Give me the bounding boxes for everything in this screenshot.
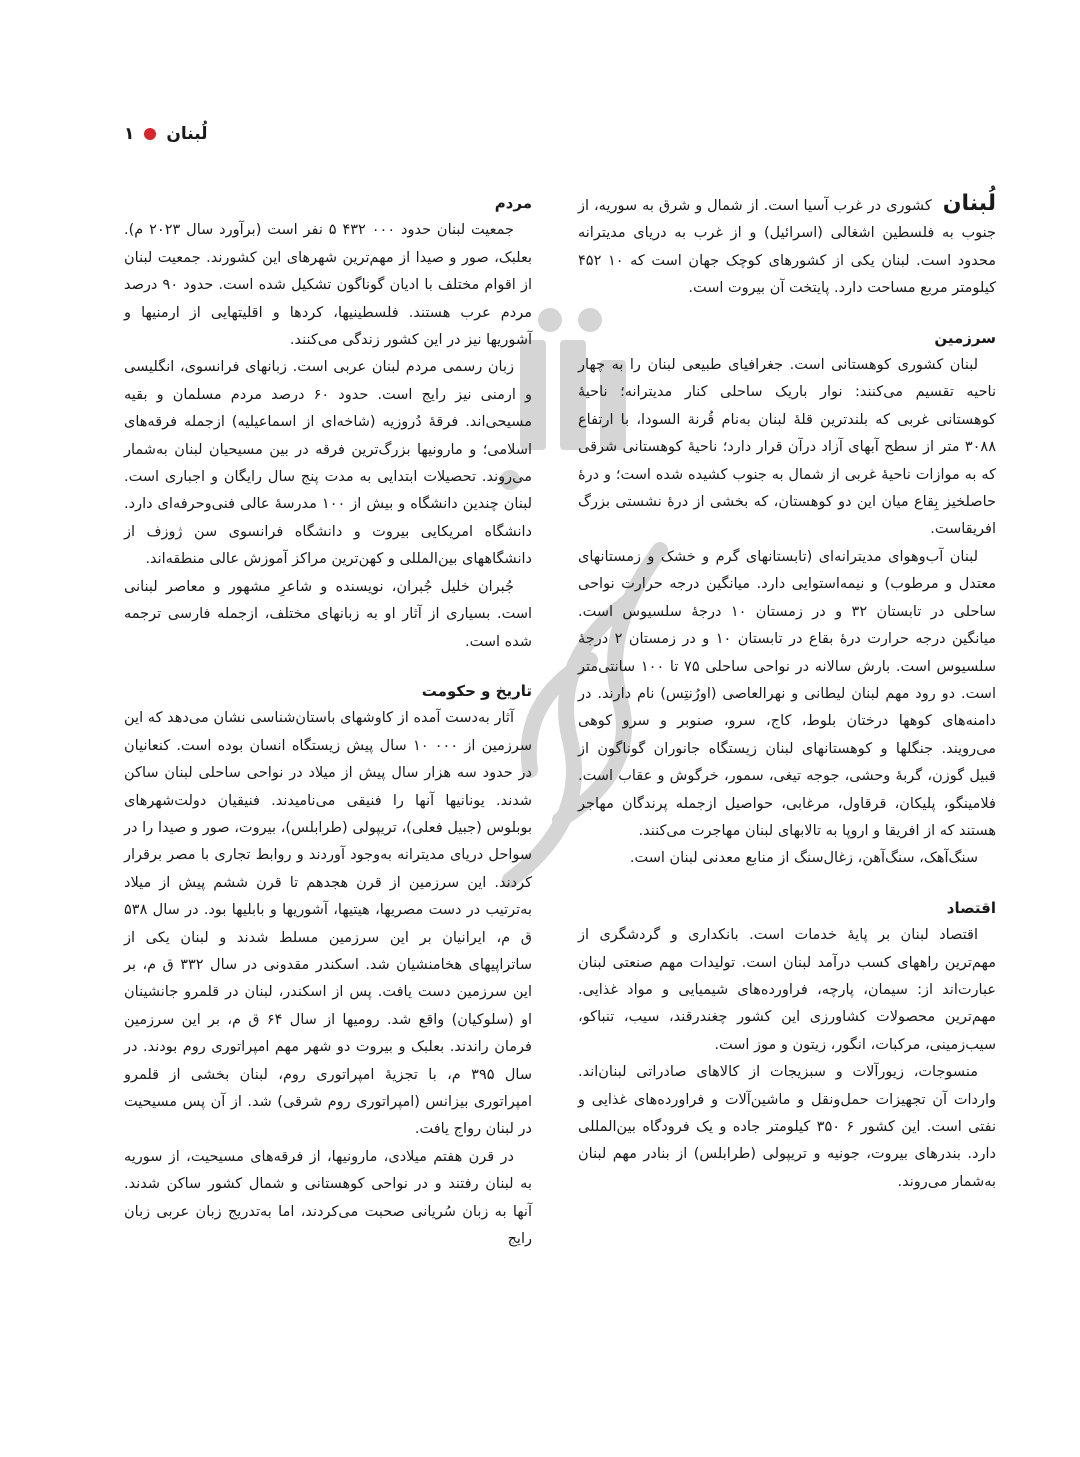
economy-paragraph-2: منسوجات، زیورآلات و سبزیجات از کالاهای صادراتی لبنان‌اند. واردات آن تجهیزات حمل‌ونقل و ماشین‌آلات و فراورده‌های غذایی و نفتی است. این کشور ۶ ۳۵۰ کیلومتر جاده و یک فرودگاه بین‌المللی دارد. بندرهای بیروت، جونیه و تریپولی (طرابلس) از بنادر مهم لبنان به‌شمار می‌روند.	[578, 1064, 996, 1190]
header-title: لُبنان	[166, 124, 208, 144]
people-paragraph-2: زبان رسمی مردم لبنان عربی است. زبانهای فرانسوی، انگلیسی و ارمنی نیز رایج است. حدود ۶۰ درصد مردم مسلمان و بقیه مسیحی‌اند. فرقهٔ دُروزیه (شاخه‌ای از اسماعیلیه) ازجمله فرقه‌های اسلامی؛ و مارونیها بزرگ‌ترین فرقه در بین مسیحیان لبنان به‌شمار می‌روند. تحصیلات ابتدایی به مدت پنج سال رایگان و اجباری است. لبنان چندین دانشگاه و بیش از ۱۰۰ مدرسهٔ عالی فنی‌وحرفه‌ای دارد. دانشگاه امریکایی بیروت و دانشگاه فرانسوی سن ژوزف از دانشگاههای بین‌المللی و کهن‌ترین مراکز آموزش عالی منطقه‌اند.	[124, 359, 532, 568]
land-paragraph-2: لبنان آب‌وهوای مدیترانه‌ای (تابستانهای گرم و خشک و زمستانهای معتدل و مرطوب) و نیمه‌استوایی دارد. میانگین درجه حرارت نواحی ساحلی در تابستان ۳۲ و در زمستان ۱۰ درجهٔ سلسیوس است. میانگین درجه حرارت درهٔ بقاع در تابستان ۱۰ و در زمستان ۲ درجهٔ سلسیوس است. بارش سالانه در نواحی ساحلی ۷۵ تا ۱۰۰ سانتی‌متر است. دو رود مهم لبنان لیطانی و نهرالعاصی (اورُنتِس) نام دارند. در دامنه‌های کوهها درختان بلوط، کاج، سرو، صنوبر و سرو کوهی می‌رویند. جنگلها و کوهستانهای لبنان زیستگاه جانوران گوناگون از قبیل گوزن، گربهٔ وحشی، جوجه تیغی، سمور، خرگوش و عقاب است. فلامینگو، پلیکان، قرقاول، مرغابی، حواصیل ازجمله پرندگان مهاجر هستند که از افریقا و اروپا به تالابهای لبنان مهاجرت می‌کنند.	[578, 548, 996, 839]
land-paragraph-1: لبنان کشوری کوهستانی است. جغرافیای طبیعی لبنان را به چهار ناحیه تقسیم می‌کنند: نوار باریک ساحلی کنار مدیترانه؛ ناحیهٔ کوهستانی غربی که بلندترین قلهٔ لبنان به‌نام قُرنة السودا، با ارتفاع ۳۰۸۸ متر از سطح آبهای آزاد درآن قرار دارد؛ ناحیهٔ کوهستانی شرقی که به موازات ناحیهٔ غربی از شمال به جنوب کشیده شده است؛ و درهٔ حاصلخیز بِقاع میان این دو کوهستان، که بخشی از درهٔ نشستی بزرگ افریقا‌ست.	[578, 357, 996, 538]
economy-paragraph-1: اقتصاد لبنان بر پایهٔ خدمات است. بانکداری و گردشگری از مهم‌ترین راههای کسب درآمد لبنان است. تولیدات مهم صنعتی لبنان عبارت‌اند از: سیمان، پارچه، فراورده‌های شیمیایی و مواد غذایی. مهم‌ترین محصولات کشاورزی این کشور چغندرقند، سیب، تنباکو، سیب‌زمینی، مرکبات، انگور، زیتون و موز است.	[578, 927, 996, 1053]
page-number: ۱	[124, 124, 135, 144]
right-column	[578, 190, 996, 1196]
running-header	[124, 124, 208, 144]
section-heading-land: سرزمین	[934, 328, 996, 347]
section-heading-history: تاریخ و حکومت	[421, 681, 532, 700]
land-paragraph-3: سنگ‌آهک، سنگ‌آهن، زغال‌سنگ از منابع معدنی لبنان است.	[629, 850, 978, 867]
section-heading-people: مردم	[494, 194, 532, 212]
history-paragraph-1: آثار به‌دست آمده از کاوشهای باستان‌شناسی نشان می‌دهد که این سرزمین از ۰۰۰ ۱۰ سال پیش زیستگاه انسان بوده است. کنعانیان در حدود سه هزار سال پیش از میلاد در نواحی ساحلی لبنان ساکن شدند. یونانیها آنها را فنیقی می‌نامیدند. فنیقیان دولت‌شهرهای بوبلوس (جبیل فعلی)، تریپولی (طرابلس)، بیروت، صور و صیدا را در سواحل دریای مدیترانه به‌وجود آوردند و روابط تجاری با مصر برقرار کردند. این سرزمین از قرن هجدهم تا قرن ششم پیش از میلاد به‌ترتیب در دست مصریها، هیتیها، آشوریها و بابلیها بود. در سال ۵۳۸ ق م، ایرانیان بر این سرزمین مسلط شدند و لبنان یکی از ساتراپیهای هخامنشیان شد. اسکندر مقدونی در سال ۳۳۲ ق م، بر این سرزمین دست یافت. پس از اسکندر، لبنان در قلمرو جانشینان او (سلوکیان) واقع شد. رومیها از سال ۶۴ ق م، بر این سرزمین فرمان راندند. بعلبک و بیروت دو شهر مهم امپراتوری روم بودند. در سال ۳۹۵ م، با تجزیهٔ امپراتوری روم، لبنان بخشی از قلمرو امپراتوری بیزانس (امپراتوری روم شرقی) شد. از آن پس مسیحیت در لبنان رواج یافت.	[124, 710, 532, 1138]
history-paragraph-2: در قرن هفتم میلادی، مارونیها، از فرقه‌های مسیحیت، از سوریه به لبنان رفتند و در نواحی کوهستانی و شمال کشور ساکن شدند. آنها به زبان سُریانی صحبت می‌کردند، اما به‌تدریج زبان عربی زبان رایج	[124, 1148, 532, 1248]
article-lead-word: لُبنان	[942, 191, 997, 216]
intro-paragraph	[578, 190, 996, 303]
people-paragraph-3: جُبران خلیل جُبران، نویسنده و شاعرِ مشهور و معاصر لبنانی است. بسیاری از آثار او به زبانهای مختلف، ازجمله فارسی ترجمه شده است.	[124, 578, 532, 650]
people-paragraph-1: جمعیت لبنان حدود ۰۰۰ ۴۳۲ ۵ نفر است (برآورد سال ۲۰۲۳ م). بعلبک، صور و صیدا از مهم‌ترین شهرهای این کشورند. جمعیت لبنان از اقوام مختلف با ادیان گوناگون تشکیل شده است. حدود ۹۰ درصد مردم عرب هستند. فلسطینیها، کردها و اقلیتهایی از ارمنیها و آشوریها نیز در این کشور زندگی می‌کنند.	[124, 222, 532, 349]
red-dot-icon	[144, 128, 156, 140]
left-column	[124, 190, 532, 1253]
section-heading-economy: اقتصاد	[946, 898, 996, 917]
intro-text: کشوری در غرب آسیا است. از شمال و شرق به سوریه، از جنوب به فلسطین اشغالی (اسرائیل) و از غرب به دریای مدیترانه محدود است. لبنان یکی از کشورهای کوچک جهان است که ۱۰ ۴۵۲ کیلومتر مربع مساحت دارد. پایتخت آن بیروت است.	[578, 198, 996, 297]
